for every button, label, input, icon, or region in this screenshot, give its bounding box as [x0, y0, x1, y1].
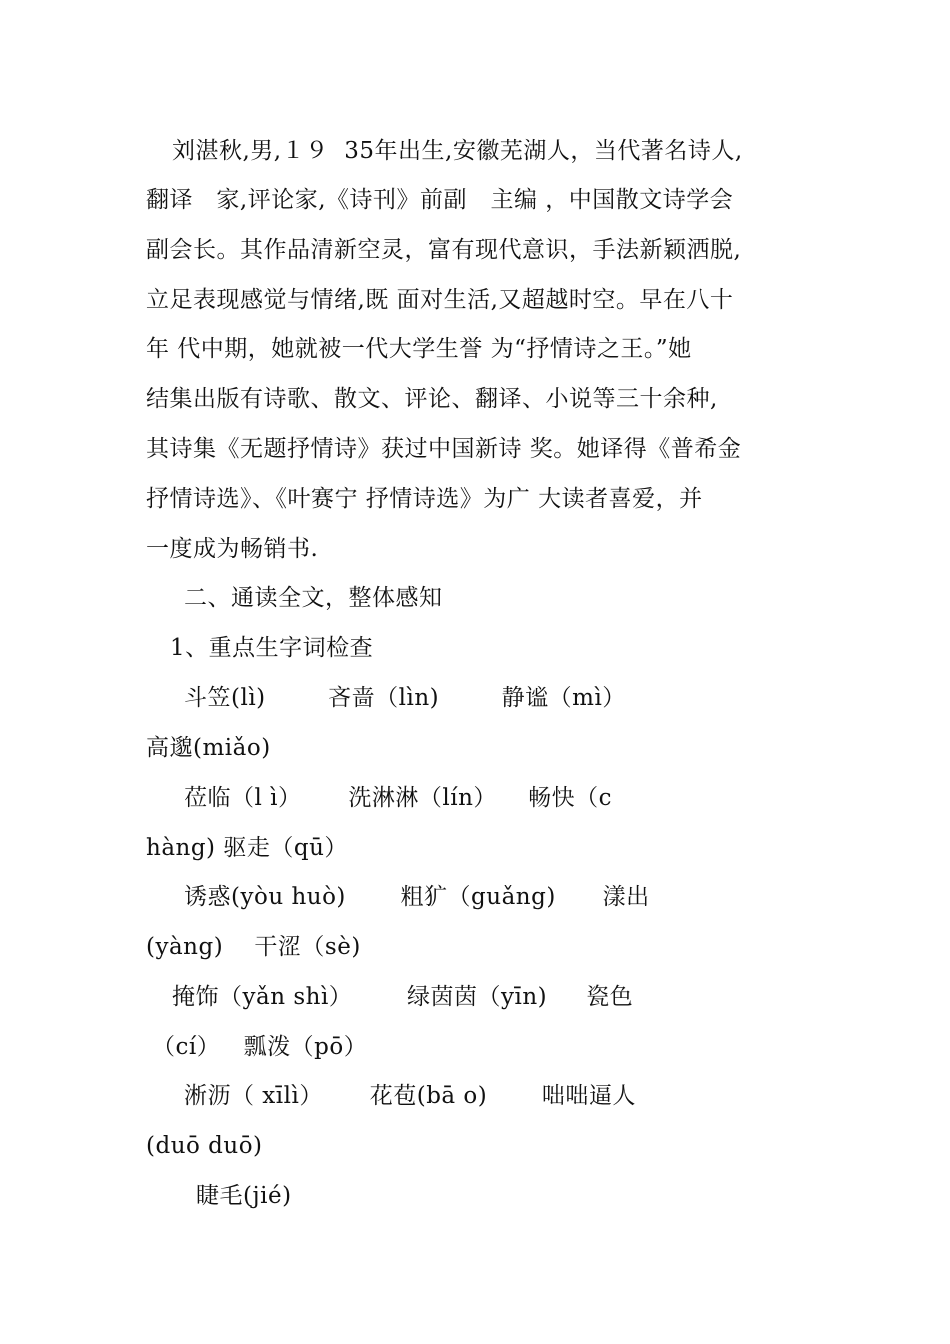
vocab-line-1: 斗笠(lì) 吝啬（lìn) 静谧（mì）: [184, 685, 626, 711]
intro-line-5: 年 代中期，她就被一代大学生誉 为“抒情诗之王。”她: [146, 336, 692, 362]
subsection-heading: 1、重点生字词检查: [170, 635, 374, 661]
vocab-line-9: 淅沥（ xīlì） 花苞(bā o) 咄咄逼人: [184, 1083, 636, 1109]
intro-line-4: 立足表现感觉与情绪,既 面对生活,又超越时空。早在八十: [146, 287, 734, 313]
intro-line-3: 副会长。其作品清新空灵，富有现代意识，手法新颖洒脱,: [146, 237, 742, 263]
vocab-line-7: 掩饰（yǎn shì） 绿茵茵（yīn) 瓷色: [172, 984, 634, 1010]
vocab-line-3: 莅临（l ì） 洗淋淋（lín） 畅快（c: [184, 785, 613, 811]
section-heading: 二、通读全文，整体感知: [184, 585, 443, 611]
vocab-line-5: 诱惑(yòu huò) 粗犷（guǎng) 漾出: [184, 884, 650, 910]
intro-line-7: 其诗集《无题抒情诗》获过中国新诗 奖。她译得《普希金: [146, 436, 742, 462]
intro-line-8: 抒情诗选》、《叶赛宁 抒情诗选》为广 大读者喜爱，并: [146, 486, 703, 512]
vocab-line-10: (duō duō): [146, 1133, 263, 1159]
vocab-line-11: 睫毛(jié): [196, 1183, 292, 1209]
vocab-line-4: hàng) 驱走（qū）: [146, 835, 348, 861]
intro-line-9: 一度成为畅销书.: [146, 536, 319, 562]
intro-line-6: 结集出版有诗歌、散文、评论、翻译、小说等三十余种,: [146, 386, 718, 412]
intro-line-2: 翻译 家,评论家,《诗刊》前副 主编 ，中国散文诗学会: [146, 187, 734, 213]
vocab-line-2: 高邈(miǎo): [146, 735, 271, 761]
vocab-line-6: (yàng) 干涩（sè): [146, 934, 361, 960]
vocab-line-8: （cí） 瓢泼（pō）: [152, 1034, 368, 1060]
intro-line-1: 刘湛秋,男,１９ 35年出生,安徽芜湖人，当代著名诗人,: [172, 138, 743, 164]
